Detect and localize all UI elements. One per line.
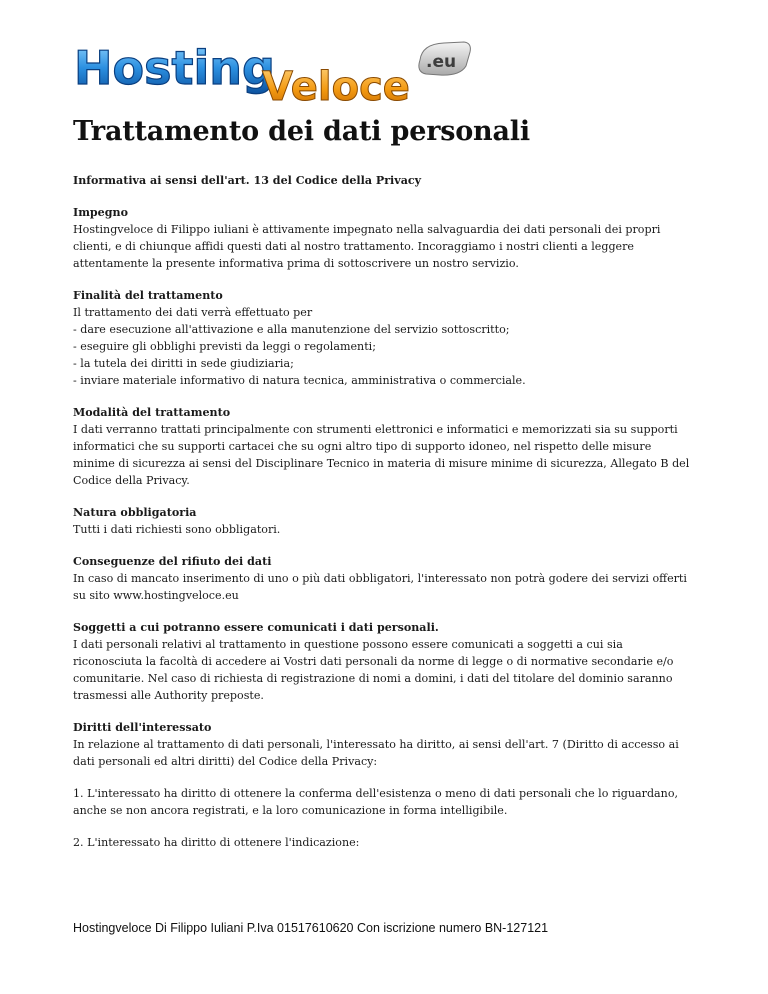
section-heading: Finalità del trattamento (73, 289, 223, 302)
section-conseguenze: Conseguenze del rifiuto dei dati In caso di mancato inserimento di uno o più dati obbligatori, l'interessato non potrà godere dei servizi offerti su sito www.hostingveloce.eu (73, 553, 713, 604)
page-title: Trattamento dei dati personali (73, 116, 530, 147)
section-heading: Conseguenze del rifiuto dei dati (73, 555, 272, 568)
numbered-paragraph-2: 2. L'interessato ha diritto di ottenere l'indicazione: (73, 836, 360, 849)
numbered-paragraph-1: 1. L'interessato ha diritto di ottenere la conferma dell'esistenza o meno di dati personali che lo riguardano, anche se non ancora registrati, e la loro comunicazione in forma intelligibile. (73, 787, 679, 817)
section-finalita: Finalità del trattamento Il trattamento dei dati verrà effettuato per - dare esecuzione all'attivazione e alla manutenzione del servizio sottoscritto; - eseguire gli obblighi previsti da leggi o regolamenti; - la tutela dei diritti in sede giudiziaria; - inviare materiale informativo di natura tecnica, amministrativa o commerciale. (73, 287, 713, 389)
section-soggetti: Soggetti a cui potranno essere comunicati i dati personali. I dati personali relativi al trattamento in questione possono essere comunicati a soggetti a cui sia riconosciuta la facoltà di accedere ai Vostri dati personali da norme di legge o di normative secondarie e/o comunitarie. Nel caso di richiesta di registrazione di nomi a domini, i dati del titolare del dominio saranno trasmessi alle Authority preposte. (73, 619, 713, 704)
section-heading: Impegno (73, 206, 128, 219)
section-diritti: Diritti dell'interessato In relazione al trattamento di dati personali, l'interessato ha diritto, ai sensi dell'art. 7 (Diritto di accesso ai dati personali ed altri diritti) del Codice della Privacy: (73, 719, 713, 770)
section-natura: Natura obbligatoria Tutti i dati richiesti sono obbligatori. (73, 504, 713, 538)
section-modalita: Modalità del trattamento I dati verranno trattati principalmente con strumenti elettronici e informatici e memorizzati sia su supporti informatici che su supporti cartacei che su ogni altro tipo di supporto idoneo, nel rispetto delle misure minime di sicurezza ai sensi del Disciplinare Tecnico in materia di misure minime di sicurezza, Allegato B del Codice della Privacy. (73, 404, 713, 489)
svg-text:.eu: .eu (426, 52, 457, 72)
logo-word-hosting: Hosting (74, 41, 275, 95)
section-heading: Natura obbligatoria (73, 506, 197, 519)
section-heading: Soggetti a cui potranno essere comunicati i dati personali. (73, 621, 439, 634)
section-heading: Diritti dell'interessato (73, 721, 212, 734)
section-impegno: Impegno Hostingveloce di Filippo iuliani è attivamente impegnato nella salvaguardia dei dati personali dei propri clienti, e di chiunque affidi questi dati al nostro trattamento. Incoraggiamo i nostri clienti a leggere attentamente la presente informativa prima di sottoscrivere un nostro servizio. (73, 204, 713, 272)
section-heading: Modalità del trattamento (73, 406, 231, 419)
page-footer: Hostingveloce Di Filippo Iuliani P.Iva 01517610620 Con iscrizione numero BN-127121 (73, 921, 549, 935)
hostingveloce-logo (72, 40, 472, 108)
document-subtitle: Informativa ai sensi dell'art. 13 del Codice della Privacy (73, 174, 422, 187)
logo-eu-badge (419, 42, 471, 75)
document-body (73, 172, 713, 866)
logo-word-veloce: Veloce (262, 64, 410, 108)
